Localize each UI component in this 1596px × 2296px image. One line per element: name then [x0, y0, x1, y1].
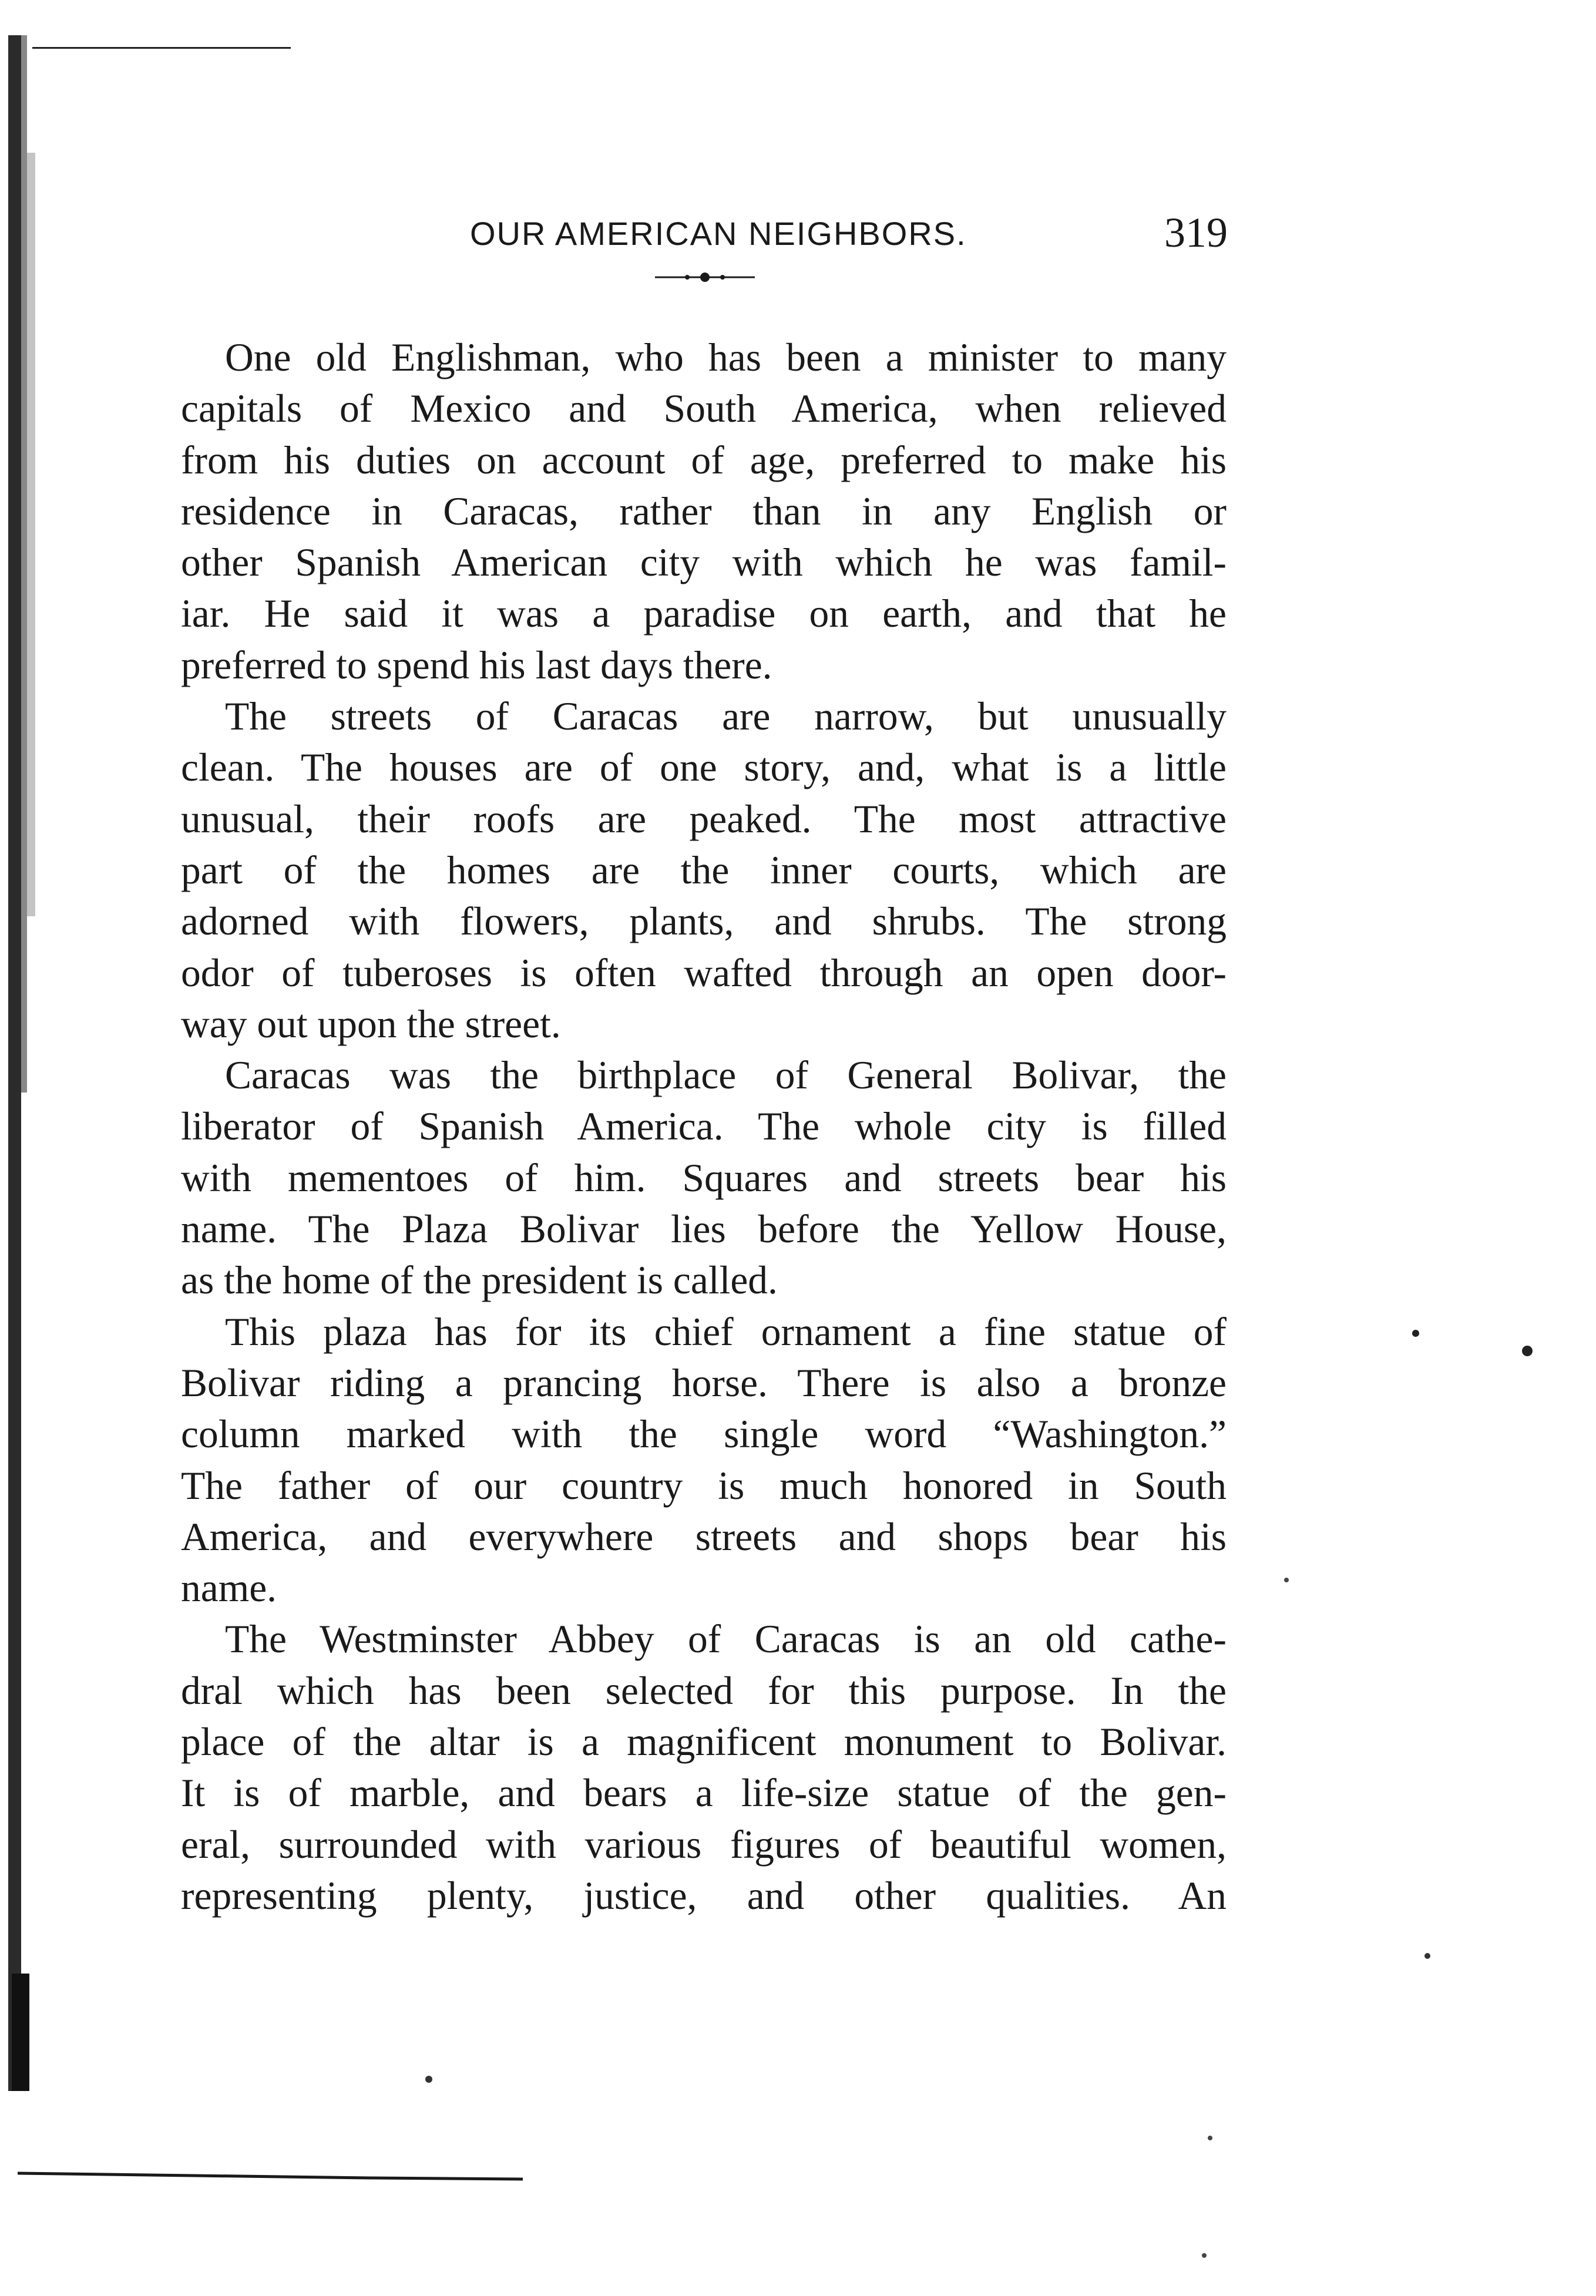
- text-line: This plaza has for its chief ornament a fine statue of: [225, 1309, 1227, 1354]
- text-line: Caracas was the birthplace of General Bolivar, the: [225, 1053, 1227, 1098]
- text-line: One old Englishman, who has been a minister to many: [225, 335, 1227, 379]
- text-line: dral which has been selected for this purpose. In the: [181, 1668, 1227, 1713]
- text-line: name. The Plaza Bolivar lies before the Yellow House,: [181, 1207, 1227, 1252]
- text-line: residence in Caracas, rather than in any English or: [181, 489, 1227, 533]
- text-line: eral, surrounded with various figures of beautiful women,: [181, 1822, 1227, 1867]
- text-line: The Westminster Abbey of Caracas is an old cathe-: [225, 1617, 1227, 1662]
- text-line: odor of tuberoses is often wafted through an open door-: [181, 950, 1227, 995]
- page-header: [176, 209, 1228, 273]
- text-line: preferred to spend his last days there.: [181, 643, 772, 687]
- bottom-scan-rule: [18, 2167, 523, 2185]
- text-line: liberator of Spanish America. The whole city is filled: [181, 1104, 1227, 1149]
- text-line: It is of marble, and bears a life-size statue of the gen-: [181, 1771, 1227, 1816]
- text-line: The streets of Caracas are narrow, but unusually: [225, 694, 1227, 739]
- binding-edge-shadow: [0, 35, 56, 2091]
- header-ornament: [655, 270, 755, 284]
- top-scan-rule: [32, 46, 291, 49]
- text-line: America, and everywhere streets and shops bear his: [181, 1514, 1227, 1559]
- text-line: column marked with the single word “Washington.”: [181, 1412, 1227, 1457]
- text-line: other Spanish American city with which he was famil-: [181, 540, 1227, 585]
- text-line: The father of our country is much honored in South: [181, 1463, 1227, 1508]
- text-line: as the home of the president is called.: [181, 1258, 778, 1303]
- text-line: with mementoes of him. Squares and streets bear his: [181, 1155, 1227, 1200]
- body-text: [181, 332, 1227, 1921]
- text-line: adorned with flowers, plants, and shrubs. The strong: [181, 899, 1227, 944]
- text-line: from his duties on account of age, preferred to make his: [181, 438, 1227, 482]
- text-line: way out upon the street.: [181, 1001, 561, 1046]
- text-line: capitals of Mexico and South America, when relieved: [181, 386, 1227, 431]
- text-line: clean. The houses are of one story, and, what is a little: [181, 745, 1227, 790]
- text-line: representing plenty, justice, and other qualities. An: [181, 1873, 1227, 1918]
- text-line: name.: [181, 1566, 277, 1611]
- running-head: OUR AMERICAN NEIGHBORS.: [470, 215, 967, 252]
- text-line: Bolivar riding a prancing horse. There is also a bronze: [181, 1360, 1227, 1405]
- page-number: 319: [1164, 209, 1228, 256]
- text-line: iar. He said it was a paradise on earth, and that he: [181, 591, 1227, 636]
- text-line: part of the homes are the inner courts, which are: [181, 848, 1227, 892]
- text-line: unusual, their roofs are peaked. The most attractive: [181, 796, 1227, 841]
- text-line: place of the altar is a magnificent monument to Bolivar.: [181, 1720, 1227, 1764]
